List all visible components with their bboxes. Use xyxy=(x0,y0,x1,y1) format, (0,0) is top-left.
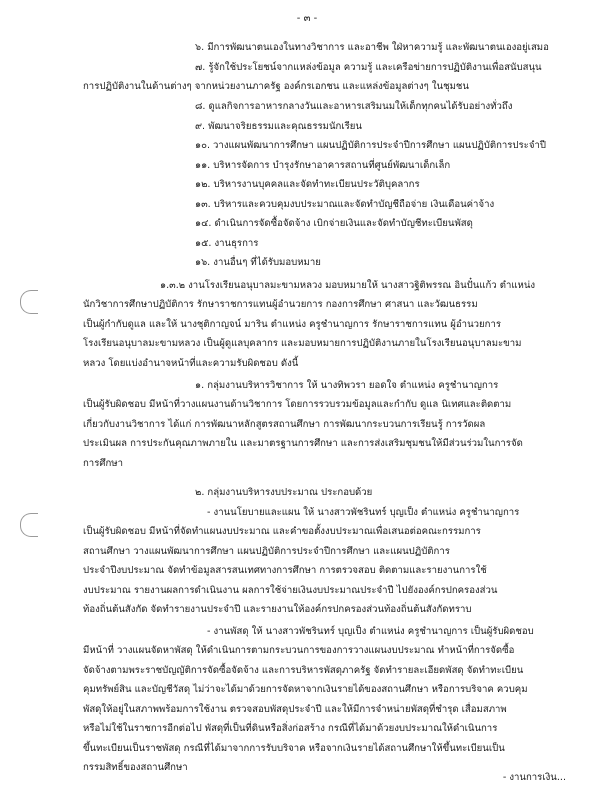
paragraph-line: ประจำปีงบประมาณ จัดทำข้อมูลสารสนเทศทางการศึกษา การตรวจสอบ ติดตามและรายงานการใช้ xyxy=(83,565,487,577)
paragraph-line: เป็นผู้รับผิดชอบ มีหน้าที่วางแผนงานด้านวิชาการ โดยการรวบรวมข้อมูลและกำกับ ดูแล นิเทศและติดตาม xyxy=(83,399,512,411)
list-item: ๑๒. บริหารงานบุคคลและจัดทำทะเบียนประวัติบุคลากร xyxy=(195,179,420,191)
paragraph-line: ประเมินผล การประกันคุณภาพภายใน และมาตรฐานการศึกษา และการส่งเสริมชุมชนให้มีส่วนร่วมในการจัด xyxy=(83,438,523,450)
list-item: ๗. รู้จักใช้ประโยชน์จากแหล่งข้อมูล ความรู้ และเครือข่ายการปฏิบัติงานเพื่อสนับสนุน xyxy=(195,62,542,74)
paragraph-line: ๑.๓.๒ งานโรงเรียนอนุบาลมะขามหลวง มอบหมายให้ นางสาวฐิติพรรณ อินปั๋นแก้ว ตำแหน่ง xyxy=(160,279,536,291)
list-item: ๑๐. วางแผนพัฒนาการศึกษา แผนปฏิบัติการประจำปีการศึกษา แผนปฏิบัติการประจำปี xyxy=(195,140,546,152)
paragraph-line: จัดจ้างตามพระราชบัญญัติการจัดซื้อจัดจ้าง และการบริหารพัสดุภาครัฐ จัดทำรายละเอียดพัสดุ จัดทำทะเบียน xyxy=(83,664,524,676)
paragraph-line: การศึกษา xyxy=(83,457,123,469)
paragraph-line: กรรมสิทธิ์ของสถานศึกษา xyxy=(83,762,188,773)
paragraph-line: เกี่ยวกับงานวิชาการ ได้แก่ การพัฒนาหลักสูตรสถานศึกษา การพัฒนากระบวนการเรียนรู้ การวัดผล xyxy=(83,418,486,430)
paragraph-line: โรงเรียนอนุบาลมะขามหลวง เป็นผู้ดูแลบุคลากร และมอบหมายการปฏิบัติงานภายในโรงเรียนอนุบาลมะขาม xyxy=(83,338,522,349)
paragraph-line: - งานนโยบายและแผน ให้ นางสาวพัชรินทร์ บุญเป็ง ตำแหน่ง ครูชำนาญการ xyxy=(207,506,520,518)
list-item: ๑๓. บริหารและควบคุมงบประมาณและจัดทำบัญชีถือจ่าย เงินเดือนค่าจ้าง xyxy=(195,198,495,210)
paragraph-line: งบประมาณ รายงานผลการดำเนินงาน ผลการใช้จ่ายเงินงบประมาณประจำปี ไปยังองค์กรปกครองส่วน xyxy=(83,584,498,596)
list-item: ๖. มีการพัฒนาตนเองในทางวิชาการ และอาชีพ ใฝ่หาความรู้ และพัฒนาตนเองอยู่เสมอ xyxy=(195,42,549,53)
punch-hole xyxy=(20,290,38,314)
list-item: ๑๖. งานอื่นๆ ที่ได้รับมอบหมาย xyxy=(195,257,321,269)
paragraph-line: ขึ้นทะเบียนเป็นราชพัสดุ กรณีที่ได้มาจากการรับบริจาค หรือจากเงินรายได้สถานศึกษาให้ขึ้นทะเบียนเป็น xyxy=(83,742,505,754)
paragraph-line: มีหน้าที่ วางแผนจัดหาพัสดุ ให้ดำเนินการตามกระบวนการของการวางแผนงบประมาณ ทำหน้าที่การจัดซื้อ xyxy=(83,645,515,657)
list-item: ๘. ดูแลกิจการอาหารกลางวันและอาหารเสริมนมให้เด็กทุกคนได้รับอย่างทั่วถึง xyxy=(195,101,513,113)
list-item: ๑๔. ดำเนินการจัดซื้อจัดจ้าง เบิกจ่ายเงินและจัดทำบัญชีทะเบียนพัสดุ xyxy=(195,218,473,230)
paragraph-line: หรือไม่ใช้ในราชการอีกต่อไป พัสดุที่เป็นที่ดินหรือสิ่งก่อสร้าง กรณีที่ได้มาด้วยงบประมาณให้ดำเนินการ xyxy=(83,723,498,734)
list-item: ๑๑. บริหารจัดการ บำรุงรักษาอาคารสถานที่ศูนย์พัฒนาเด็กเล็ก xyxy=(195,159,451,171)
paragraph-line: - งานพัสดุ ให้ นางสาวพัชรินทร์ บุญเป็ง ตำแหน่ง ครูชำนาญการ เป็นผู้รับผิดชอบ xyxy=(207,625,534,637)
list-item: ๑๕. งานธุรการ xyxy=(195,237,259,249)
paragraph-line: ๑. กลุ่มงานบริหารวิชาการ ให้ นางทิพวรา ยอดใจ ตำแหน่ง ครูชำนาญการ xyxy=(195,379,499,391)
paragraph-line: พัสดุให้อยู่ในสภาพพร้อมการใช้งาน ตรวจสอบพัสดุประจำปี และให้มีการจำหน่ายพัสดุที่ชำรุด เสื่อมสภาพ xyxy=(83,703,507,715)
paragraph-line: สถานศึกษา วางแผนพัฒนาการศึกษา แผนปฏิบัติการประจำปีการศึกษา และแผนปฏิบัติการ xyxy=(83,545,450,557)
paragraph-line: นักวิชาการศึกษาปฏิบัติการ รักษาราชการแทนผู้อำนวยการ กองการศึกษา ศาสนา และวัฒนธรรม xyxy=(83,299,478,310)
punch-hole xyxy=(20,513,38,537)
paragraph-line: หลวง โดยแบ่งอำนาจหน้าที่และความรับผิดชอบ ดังนี้ xyxy=(83,357,299,369)
page-number: - ๓ - xyxy=(296,13,318,24)
paragraph-line: เป็นผู้กำกับดูแล และให้ นางชุติกาญจน์ มาริน ตำแหน่ง ครูชำนาญการ รักษาราชการแทน ผู้อำนวยการ xyxy=(83,318,501,330)
next-page-marker: - งานการเงิน... xyxy=(502,772,566,783)
paragraph-line: เป็นผู้รับผิดชอบ มีหน้าที่จัดทำแผนงบประมาณ และคำขอตั้งงบประมาณเพื่อเสนอต่อคณะกรรมการ xyxy=(83,526,481,538)
list-item: ๙. พัฒนาจริยธรรมและคุณธรรมนักเรียน xyxy=(195,120,362,132)
budget-group-heading: ๒. กลุ่มงานบริหารงบประมาณ ประกอบด้วย xyxy=(195,487,373,499)
paragraph-line: คุมทรัพย์สิน และบัญชีวัสดุ ไม่ว่าจะได้มาด้วยการจัดหาจากเงินรายได้ของสถานศึกษา หรือการบริจาค ควบคุม xyxy=(83,684,528,696)
list-item-continuation: การปฏิบัติงานในด้านต่างๆ จากหน่วยงานภาครัฐ องค์กรเอกชน และแหล่งข้อมูลต่างๆ ในชุมชน xyxy=(83,81,469,92)
paragraph-line: ท้องถิ่นต้นสังกัด จัดทำรายงานประจำปี และรายงานให้องค์กรปกครองส่วนท้องถิ่นต้นสังกัดทราบ xyxy=(83,604,472,616)
